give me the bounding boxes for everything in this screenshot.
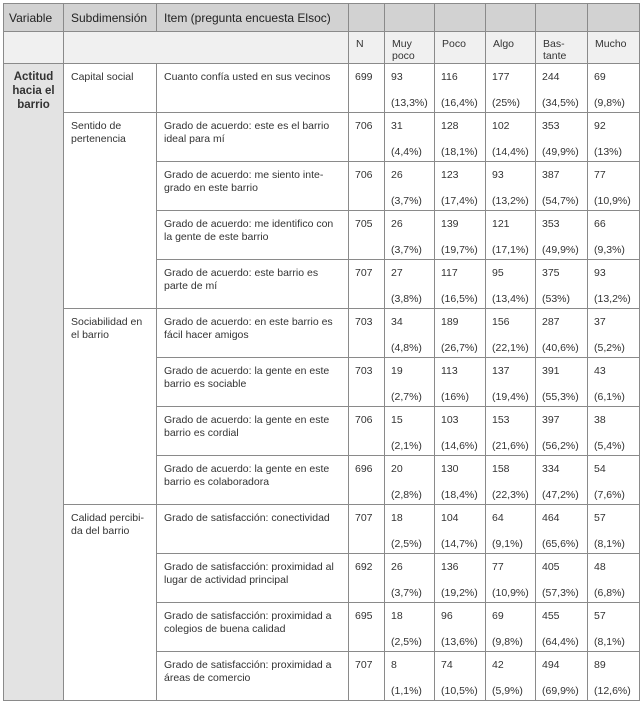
percent-value: (21,6%) (492, 440, 529, 452)
percent-value: (13,6%) (441, 636, 478, 648)
percent-value: (7,6%) (594, 489, 625, 501)
table-row (4, 64, 640, 113)
cell-mucho (588, 554, 640, 603)
count-value: 116 (441, 71, 458, 83)
subheader-poco: Poco (435, 32, 486, 64)
cell-poco (435, 260, 486, 309)
cell-muy-poco (385, 603, 435, 652)
item-label: Grado de acuerdo: este barrio es parte de mí (164, 267, 319, 292)
percent-value: (49,9%) (542, 146, 579, 158)
n-value: 706 (355, 414, 373, 426)
subdimension-cell (64, 505, 157, 701)
item-label: Grado de satisfacción: conectividad (164, 512, 330, 524)
percent-value: (13,3%) (391, 97, 428, 109)
n-value: 707 (355, 512, 373, 524)
header-row (4, 4, 640, 32)
cell-muy-poco (385, 260, 435, 309)
cell-muy-poco (385, 505, 435, 554)
item-cell (157, 456, 349, 505)
n-cell (349, 113, 385, 162)
count-value: 77 (492, 561, 504, 573)
count-value: 92 (594, 120, 606, 132)
count-value: 375 (542, 267, 560, 279)
percent-value: (2,1%) (391, 440, 422, 452)
percent-value: (14,6%) (441, 440, 478, 452)
count-value: 156 (492, 316, 510, 328)
count-value: 103 (441, 414, 459, 426)
n-cell (349, 505, 385, 554)
percent-value: (54,7%) (542, 195, 579, 207)
count-value: 69 (594, 71, 606, 83)
cell-muy-poco (385, 554, 435, 603)
cell-mucho (588, 407, 640, 456)
n-value: 703 (355, 316, 373, 328)
cell-algo (486, 407, 536, 456)
percent-value: (53%) (542, 293, 571, 305)
cell-muy-poco (385, 211, 435, 260)
percent-value: (19,2%) (441, 587, 478, 599)
count-value: 334 (542, 463, 560, 475)
percent-value: (14,4%) (492, 146, 529, 158)
cell-mucho (588, 652, 640, 701)
header-blank-6 (588, 4, 640, 32)
cell-mucho (588, 162, 640, 211)
percent-value: (69,9%) (542, 685, 579, 697)
item-label: Grado de satisfacción: proximidad a áreas de comercio (164, 659, 332, 684)
item-label: Grado de acuerdo: me siento inte-grado en este barrio (164, 169, 324, 194)
count-value: 69 (492, 610, 504, 622)
percent-value: (9,8%) (492, 636, 523, 648)
item-label: Grado de satisfacción: proximidad al lugar de actividad principal (164, 561, 334, 586)
count-value: 137 (492, 365, 510, 377)
count-value: 96 (441, 610, 453, 622)
cell-mucho (588, 260, 640, 309)
count-value: 26 (391, 561, 403, 573)
n-cell (349, 407, 385, 456)
percent-value: (17,4%) (441, 195, 478, 207)
count-value: 123 (441, 169, 459, 181)
count-value: 93 (391, 71, 403, 83)
percent-value: (25%) (492, 97, 521, 109)
count-value: 136 (441, 561, 459, 573)
percent-value: (13%) (594, 146, 623, 158)
percent-value: (22,1%) (492, 342, 529, 354)
cell-muy-poco (385, 113, 435, 162)
percent-value: (18,4%) (441, 489, 478, 501)
count-value: 19 (391, 365, 403, 377)
count-value: 405 (542, 561, 560, 573)
cell-bastante (536, 162, 588, 211)
item-cell (157, 358, 349, 407)
header-blank-1 (349, 4, 385, 32)
percent-value: (3,8%) (391, 293, 422, 305)
cell-bastante (536, 652, 588, 701)
header-subdimension: Subdimensión (64, 4, 157, 32)
count-value: 27 (391, 267, 403, 279)
count-value: 158 (492, 463, 510, 475)
count-value: 26 (391, 218, 403, 230)
count-value: 455 (542, 610, 560, 622)
cell-algo (486, 554, 536, 603)
count-value: 93 (492, 169, 504, 181)
item-label: Grado de acuerdo: me identifico con la gente de este barrio (164, 218, 334, 243)
count-value: 177 (492, 71, 510, 83)
count-value: 8 (391, 659, 397, 671)
cell-bastante (536, 407, 588, 456)
subdimension-label: Sociabilidad en el barrio (71, 316, 143, 341)
count-value: 42 (492, 659, 504, 671)
count-value: 95 (492, 267, 504, 279)
n-value: 696 (355, 463, 373, 475)
cell-mucho (588, 64, 640, 113)
table-row (4, 505, 640, 554)
count-value: 38 (594, 414, 606, 426)
percent-value: (13,2%) (594, 293, 631, 305)
n-cell (349, 309, 385, 358)
cell-algo (486, 260, 536, 309)
percent-value: (3,7%) (391, 195, 422, 207)
count-value: 66 (594, 218, 606, 230)
n-cell (349, 652, 385, 701)
item-cell (157, 64, 349, 113)
subheader-muy-poco: Muy poco (385, 32, 435, 64)
percent-value: (16%) (441, 391, 470, 403)
subheader-blank (64, 32, 349, 64)
n-value: 706 (355, 120, 373, 132)
cell-poco (435, 211, 486, 260)
cell-mucho (588, 211, 640, 260)
count-value: 26 (391, 169, 403, 181)
header-blank-2 (385, 4, 435, 32)
cell-mucho (588, 309, 640, 358)
percent-value: (4,4%) (391, 146, 422, 158)
percent-value: (3,7%) (391, 587, 422, 599)
item-label: Grado de acuerdo: la gente en este barrio es colaboradora (164, 463, 330, 488)
count-value: 57 (594, 610, 606, 622)
count-value: 353 (542, 218, 560, 230)
item-cell (157, 505, 349, 554)
count-value: 18 (391, 610, 403, 622)
count-value: 387 (542, 169, 560, 181)
count-value: 77 (594, 169, 606, 181)
subdimension-cell (64, 64, 157, 113)
subheader-blank-variable (4, 32, 64, 64)
count-value: 397 (542, 414, 560, 426)
cell-poco (435, 358, 486, 407)
count-value: 64 (492, 512, 504, 524)
cell-bastante (536, 64, 588, 113)
item-cell (157, 603, 349, 652)
count-value: 34 (391, 316, 403, 328)
count-value: 89 (594, 659, 606, 671)
count-value: 37 (594, 316, 606, 328)
count-value: 494 (542, 659, 560, 671)
cell-poco (435, 456, 486, 505)
count-value: 104 (441, 512, 459, 524)
item-cell (157, 211, 349, 260)
percent-value: (2,7%) (391, 391, 422, 403)
cell-mucho (588, 358, 640, 407)
n-value: 699 (355, 71, 373, 83)
count-value: 102 (492, 120, 510, 132)
n-value: 692 (355, 561, 373, 573)
header-blank-4 (486, 4, 536, 32)
cell-algo (486, 456, 536, 505)
count-value: 74 (441, 659, 453, 671)
cell-poco (435, 554, 486, 603)
cell-muy-poco (385, 456, 435, 505)
n-value: 707 (355, 267, 373, 279)
n-value: 706 (355, 169, 373, 181)
count-value: 287 (542, 316, 560, 328)
percent-value: (47,2%) (542, 489, 579, 501)
percent-value: (40,6%) (542, 342, 579, 354)
cell-bastante (536, 113, 588, 162)
item-label: Grado de acuerdo: este es el barrio ideal para mí (164, 120, 330, 145)
item-cell (157, 309, 349, 358)
count-value: 139 (441, 218, 459, 230)
cell-mucho (588, 505, 640, 554)
cell-bastante (536, 260, 588, 309)
percent-value: (22,3%) (492, 489, 529, 501)
percent-value: (1,1%) (391, 685, 422, 697)
count-value: 48 (594, 561, 606, 573)
percent-value: (8,1%) (594, 538, 625, 550)
item-label: Grado de satisfacción: proximidad a colegios de buena calidad (164, 610, 332, 635)
cell-algo (486, 603, 536, 652)
count-value: 18 (391, 512, 403, 524)
cell-muy-poco (385, 407, 435, 456)
header-blank-3 (435, 4, 486, 32)
percent-value: (10,9%) (594, 195, 631, 207)
percent-value: (56,2%) (542, 440, 579, 452)
count-value: 93 (594, 267, 606, 279)
cell-algo (486, 162, 536, 211)
item-cell (157, 407, 349, 456)
count-value: 20 (391, 463, 403, 475)
item-cell (157, 260, 349, 309)
subheader-bastante: Bas- tante (536, 32, 588, 64)
cell-bastante (536, 358, 588, 407)
cell-poco (435, 407, 486, 456)
count-value: 121 (492, 218, 510, 230)
subheader-row (4, 32, 640, 64)
percent-value: (13,2%) (492, 195, 529, 207)
n-value: 703 (355, 365, 373, 377)
cell-bastante (536, 211, 588, 260)
n-cell (349, 211, 385, 260)
subheader-mucho: Mucho (588, 32, 640, 64)
cell-mucho (588, 456, 640, 505)
n-cell (349, 64, 385, 113)
count-value: 128 (441, 120, 459, 132)
count-value: 353 (542, 120, 560, 132)
n-value: 695 (355, 610, 373, 622)
percent-value: (19,7%) (441, 244, 478, 256)
n-cell (349, 260, 385, 309)
item-label: Grado de acuerdo: la gente en este barrio es cordial (164, 414, 330, 439)
cell-poco (435, 113, 486, 162)
n-cell (349, 358, 385, 407)
count-value: 113 (441, 365, 458, 377)
percent-value: (55,3%) (542, 391, 579, 403)
percent-value: (3,7%) (391, 244, 422, 256)
percent-value: (6,8%) (594, 587, 625, 599)
percent-value: (5,2%) (594, 342, 625, 354)
n-value: 705 (355, 218, 373, 230)
n-cell (349, 162, 385, 211)
percent-value: (16,4%) (441, 97, 478, 109)
header-item: Item (pregunta encuesta Elsoc) (157, 4, 349, 32)
percent-value: (9,1%) (492, 538, 523, 550)
item-cell (157, 162, 349, 211)
percent-value: (2,8%) (391, 489, 422, 501)
percent-value: (16,5%) (441, 293, 478, 305)
percent-value: (8,1%) (594, 636, 625, 648)
n-cell (349, 603, 385, 652)
n-value: 707 (355, 659, 373, 671)
percent-value: (19,4%) (492, 391, 529, 403)
cell-bastante (536, 456, 588, 505)
variable-cell (4, 64, 64, 701)
count-value: 391 (542, 365, 560, 377)
count-value: 43 (594, 365, 606, 377)
item-cell (157, 113, 349, 162)
subdimension-cell (64, 113, 157, 309)
n-cell (349, 456, 385, 505)
subdimension-label: Sentido de pertenencia (71, 120, 126, 145)
percent-value: (65,6%) (542, 538, 579, 550)
cell-bastante (536, 309, 588, 358)
cell-muy-poco (385, 652, 435, 701)
item-label: Grado de acuerdo: la gente en este barrio es sociable (164, 365, 330, 390)
percent-value: (5,9%) (492, 685, 523, 697)
cell-muy-poco (385, 162, 435, 211)
table-row (4, 309, 640, 358)
item-cell (157, 554, 349, 603)
item-cell (157, 652, 349, 701)
count-value: 57 (594, 512, 606, 524)
header-variable: Variable (4, 4, 64, 32)
cell-algo (486, 309, 536, 358)
header-blank-5 (536, 4, 588, 32)
percent-value: (9,3%) (594, 244, 625, 256)
percent-value: (4,8%) (391, 342, 422, 354)
percent-value: (64,4%) (542, 636, 579, 648)
percent-value: (13,4%) (492, 293, 529, 305)
cell-mucho (588, 603, 640, 652)
survey-table (3, 3, 640, 701)
percent-value: (34,5%) (542, 97, 579, 109)
percent-value: (2,5%) (391, 636, 422, 648)
count-value: 244 (542, 71, 560, 83)
subdimension-label: Capital social (71, 71, 134, 83)
variable-label: Actitud hacia el barrio (12, 71, 55, 111)
subheader-algo: Algo (486, 32, 536, 64)
item-label: Cuanto confía usted en sus vecinos (164, 71, 331, 83)
count-value: 153 (492, 414, 510, 426)
count-value: 189 (441, 316, 459, 328)
item-label: Grado de acuerdo: en este barrio es fácil hacer amigos (164, 316, 333, 341)
cell-bastante (536, 554, 588, 603)
percent-value: (17,1%) (492, 244, 529, 256)
count-value: 130 (441, 463, 459, 475)
cell-algo (486, 652, 536, 701)
cell-mucho (588, 113, 640, 162)
cell-algo (486, 64, 536, 113)
percent-value: (6,1%) (594, 391, 625, 403)
count-value: 117 (441, 267, 458, 279)
cell-poco (435, 309, 486, 358)
table-row (4, 113, 640, 162)
percent-value: (5,4%) (594, 440, 625, 452)
cell-algo (486, 358, 536, 407)
percent-value: (18,1%) (441, 146, 478, 158)
percent-value: (12,6%) (594, 685, 631, 697)
cell-muy-poco (385, 358, 435, 407)
cell-poco (435, 162, 486, 211)
percent-value: (9,8%) (594, 97, 625, 109)
count-value: 54 (594, 463, 606, 475)
percent-value: (26,7%) (441, 342, 478, 354)
percent-value: (2,5%) (391, 538, 422, 550)
percent-value: (10,5%) (441, 685, 478, 697)
subdimension-cell (64, 309, 157, 505)
cell-algo (486, 211, 536, 260)
count-value: 464 (542, 512, 560, 524)
subheader-n: N (349, 32, 385, 64)
cell-muy-poco (385, 309, 435, 358)
subdimension-label: Calidad percibi-da del barrio (71, 512, 144, 537)
cell-poco (435, 505, 486, 554)
cell-algo (486, 113, 536, 162)
count-value: 31 (391, 120, 403, 132)
percent-value: (10,9%) (492, 587, 529, 599)
cell-bastante (536, 505, 588, 554)
percent-value: (14,7%) (441, 538, 478, 550)
cell-poco (435, 64, 486, 113)
cell-muy-poco (385, 64, 435, 113)
cell-poco (435, 603, 486, 652)
count-value: 15 (391, 414, 403, 426)
cell-bastante (536, 603, 588, 652)
percent-value: (49,9%) (542, 244, 579, 256)
percent-value: (57,3%) (542, 587, 579, 599)
cell-poco (435, 652, 486, 701)
cell-algo (486, 505, 536, 554)
n-cell (349, 554, 385, 603)
